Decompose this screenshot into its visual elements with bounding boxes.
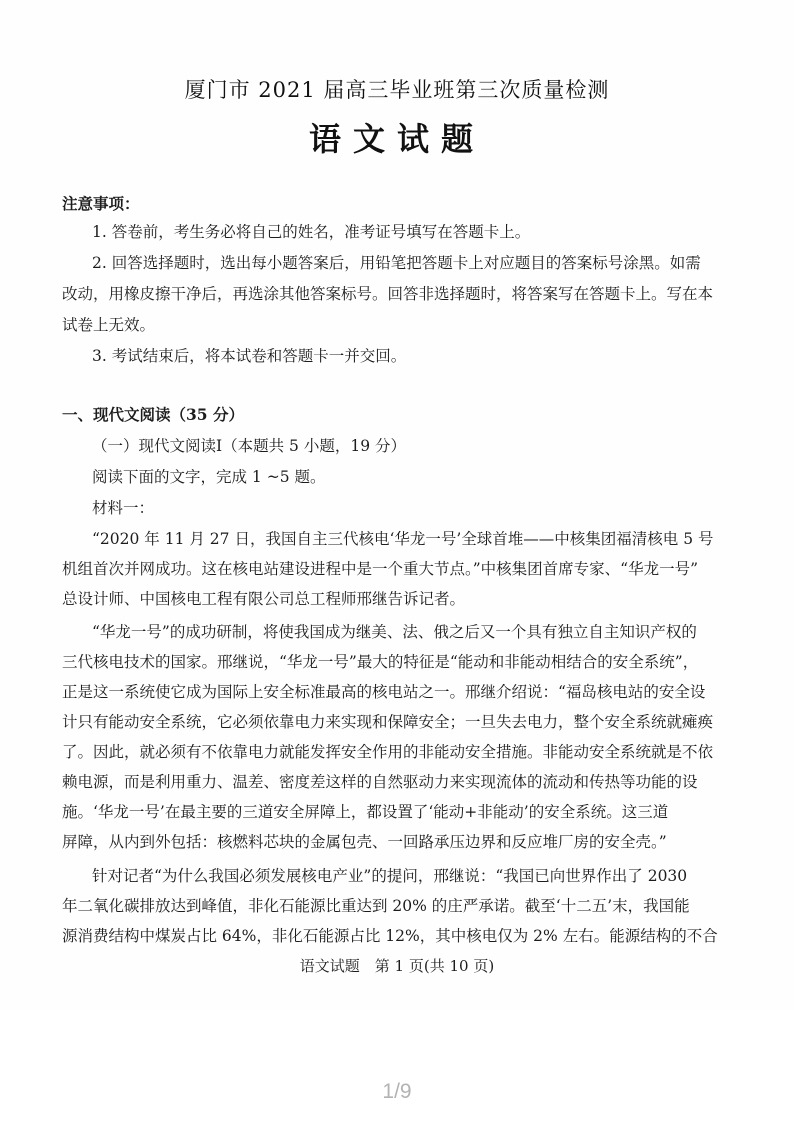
page-indicator: 1/9: [382, 1080, 412, 1103]
passage-line: “华龙一号”的成功研制，将使我国成为继美、法、俄之后又一个具有独立自主知识产权的: [92, 623, 697, 641]
passage-line: 源消费结构中煤炭占比 64%，非化石能源占比 12%，其中核电仅为 2% 左右。能源结构的不合: [62, 927, 718, 945]
viewer-bottom-area: [0, 1010, 794, 1122]
passage-line: 总设计师、中国核电工程有限公司总工程师邢继告诉记者。: [62, 590, 466, 608]
passage-line: 赖电源，而是利用重力、温差、密度差这样的自然驱动力来实现流体的流动和传热等功能的设: [62, 773, 698, 791]
notes-item-2-line-1: 2. 回答选择题时，选出每小题答案后，用铅笔把答题卡上对应题目的答案标号涂黑。如需: [92, 254, 701, 272]
notes-item-1: 1. 答卷前，考生务必将自己的姓名，准考证号填写在答题卡上。: [92, 223, 531, 241]
passage-line: 屏障，从内到外包括：核燃料芯块的金属包壳、一回路承压边界和反应堆厂房的安全壳。”: [62, 833, 667, 851]
notes-item-2-line-3: 试卷上无效。: [62, 316, 156, 334]
exam-header: 厦门市 2021 届高三毕业班第三次质量检测: [184, 78, 610, 102]
passage-line: 针对记者“为什么我国必须发展核电产业”的提问，邢继说：“我国已向世界作出了 2030: [92, 867, 688, 885]
passage-line: 机组首次并网成功。这在核电站建设进程中是一个重大节点。”中核集团首席专家、“华龙一号”: [62, 560, 699, 578]
passage-line: 了。因此，就必须有不依靠电力就能发挥安全作用的非能动安全措施。非能动安全系统就是不依: [62, 743, 714, 761]
passage-line: 三代核电技术的国家。邢继说，“华龙一号”最大的特征是“能动和非能动相结合的安全系统”，: [62, 653, 699, 671]
section-title: 一、现代文阅读（35 分）: [62, 405, 244, 424]
passage-line: 年二氧化碳排放达到峰值，非化石能源比重达到 20% 的庄严承诺。截至‘十二五’末，我国能: [62, 897, 690, 915]
passage-line: 施。‘华龙一号’在最主要的三道安全屏障上，都设置了‘能动+非能动’的安全系统。这三道: [62, 803, 669, 821]
page-footer: 语文试题 第 1 页(共 10 页): [299, 957, 495, 975]
reading-instruction: 阅读下面的文字，完成 1 ~5 题。: [92, 468, 326, 486]
subsection-title: （一）现代文阅读Ⅰ（本题共 5 小题，19 分）: [92, 437, 406, 455]
material-label: 材料一：: [92, 499, 155, 517]
subject-title: 语文试题: [308, 120, 485, 158]
passage-line: 计只有能动安全系统，它必须依靠电力来实现和保障安全；一旦失去电力，整个安全系统就瘫痪: [62, 713, 714, 731]
notes-item-3: 3. 考试结束后，将本试卷和答题卡一并交回。: [92, 347, 407, 365]
passage-line: “2020 年 11 月 27 日，我国自主三代核电‘华龙一号’全球首堆——中核集团福清核电 5 号: [92, 530, 714, 548]
notes-item-2-line-2: 改动，用橡皮擦干净后，再选涂其他答案标号。回答非选择题时，将答案写在答题卡上。写在本: [62, 285, 714, 303]
notes-heading: 注意事项：: [62, 194, 140, 213]
passage-line: 正是这一系统使它成为国际上安全标准最高的核电站之一。邢继介绍说：“福岛核电站的安全设: [62, 683, 706, 701]
